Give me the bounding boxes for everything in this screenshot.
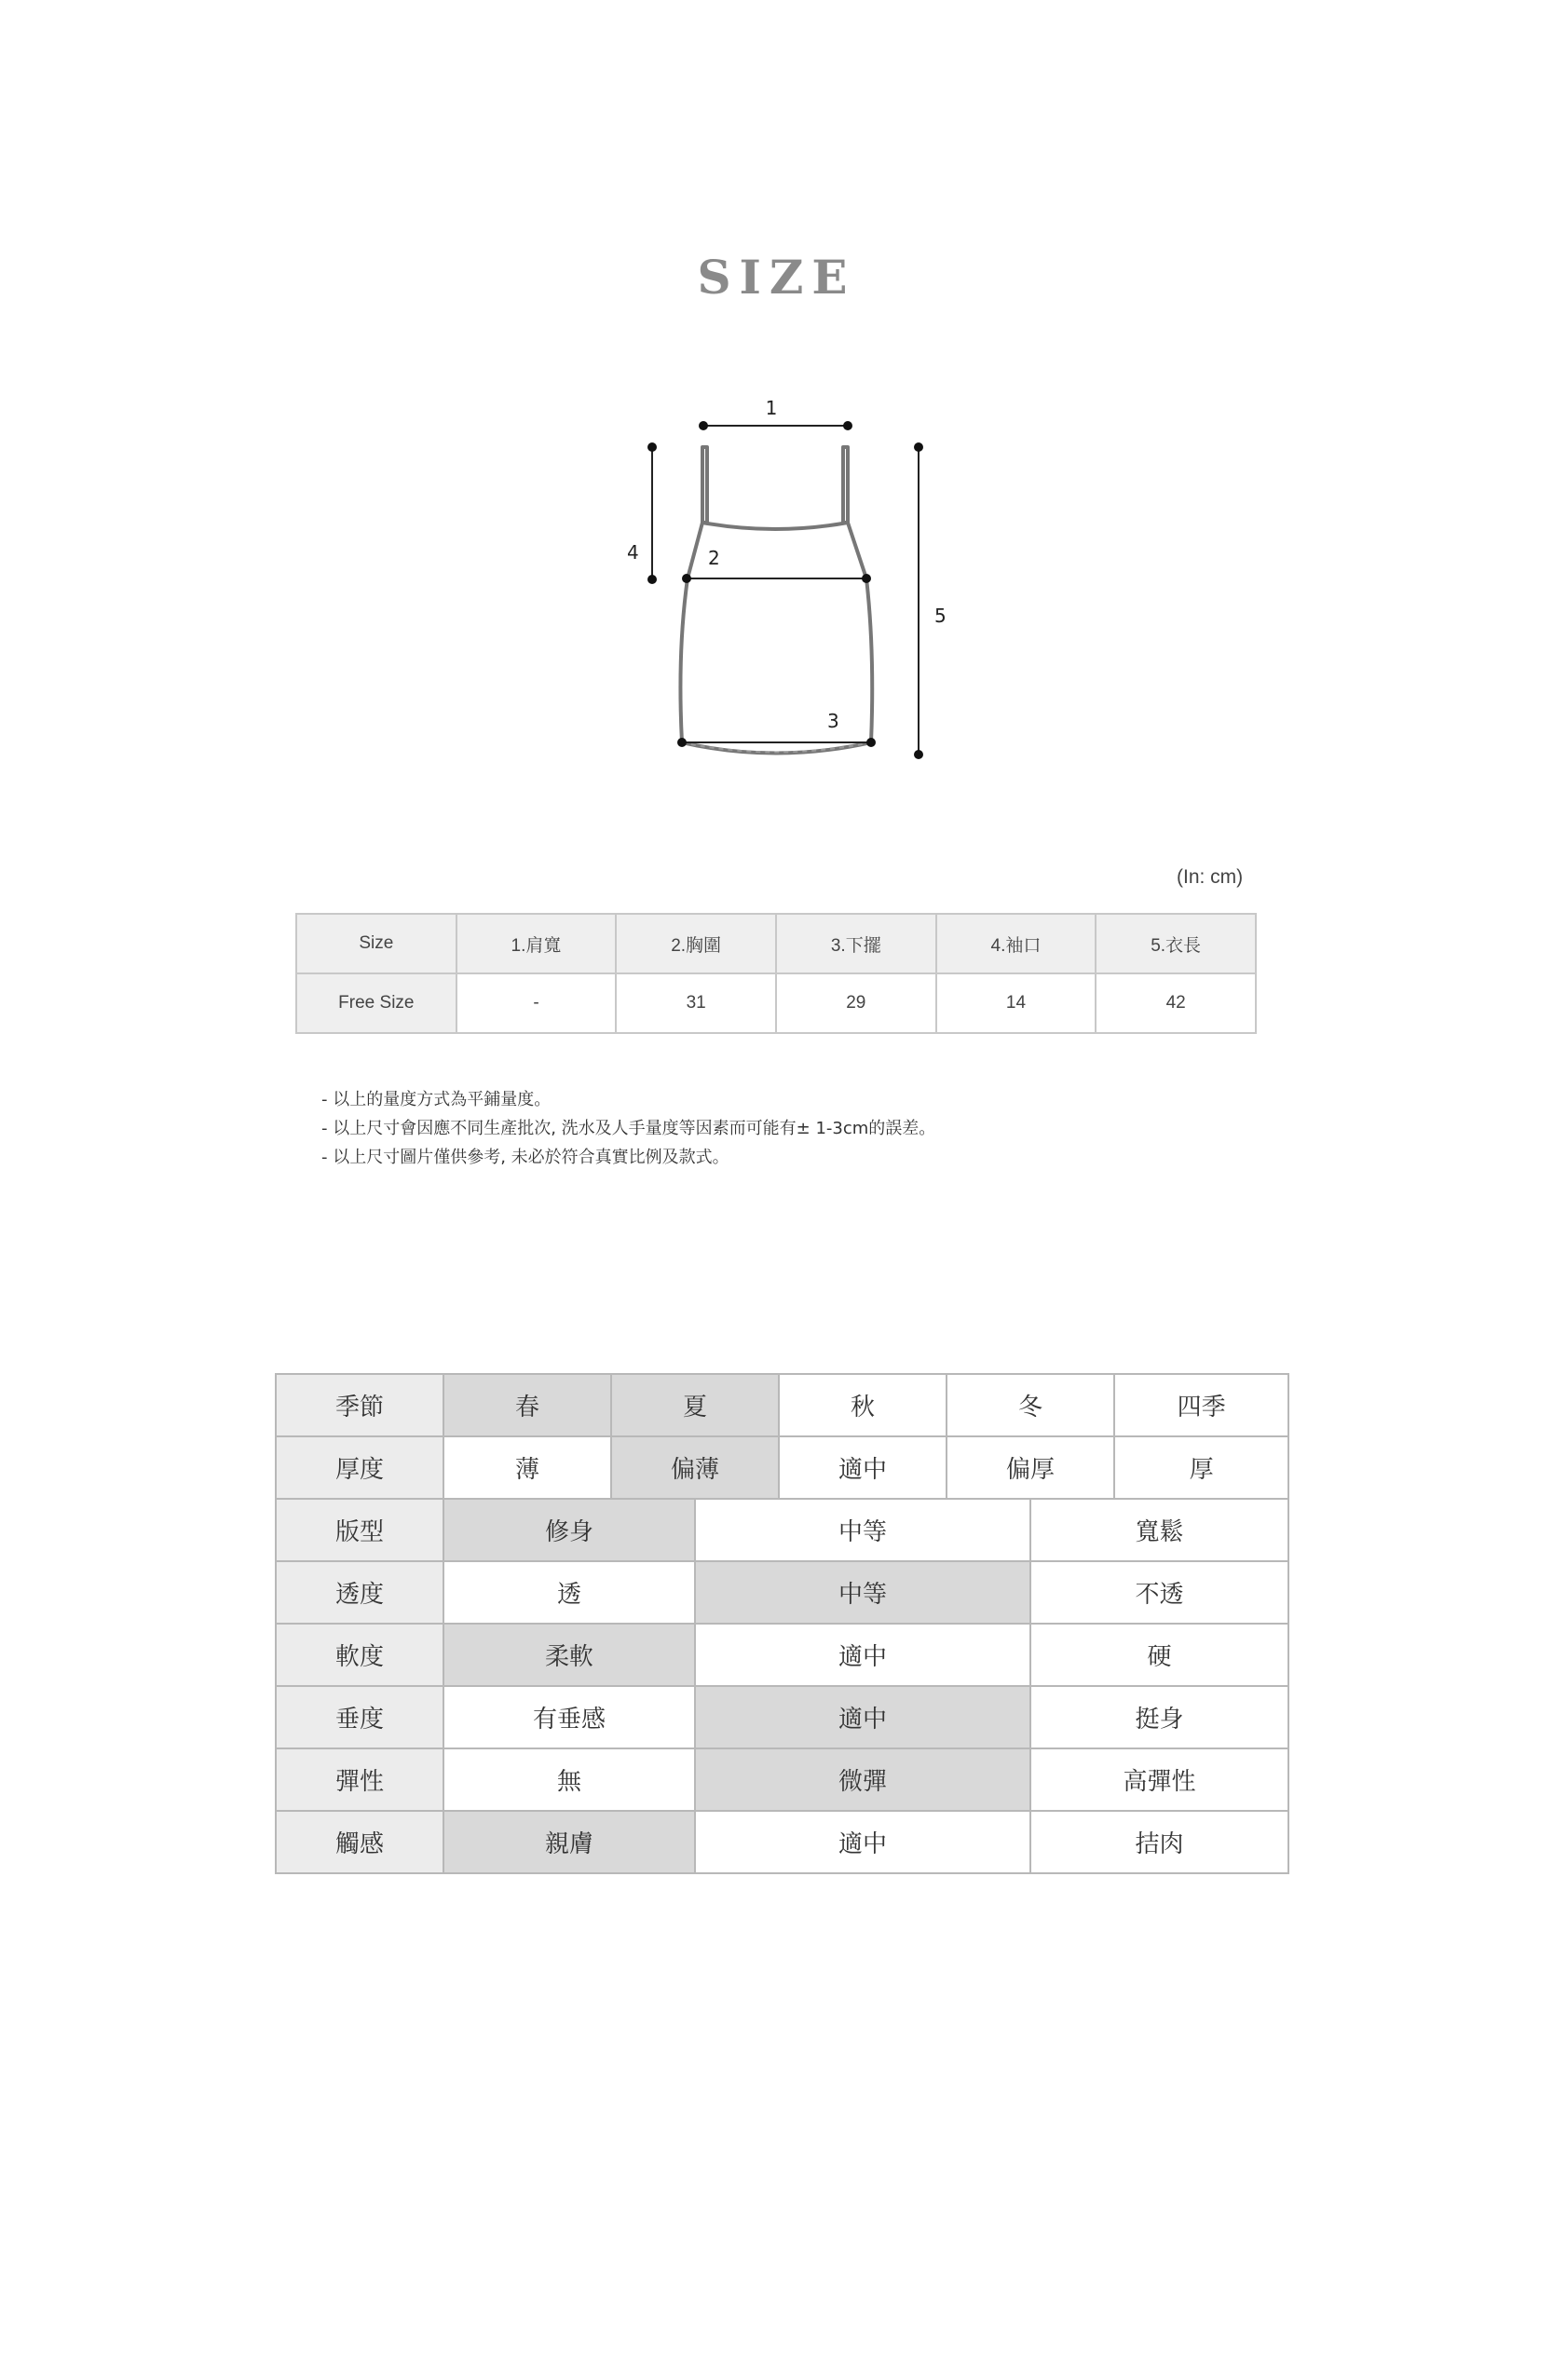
measure-dot	[862, 574, 871, 583]
attr-option: 透	[443, 1561, 695, 1624]
garment-outline	[680, 447, 872, 754]
attr-row-fit	[276, 1499, 1288, 1561]
measure-dot	[647, 575, 657, 584]
attr-option: 適中	[695, 1811, 1030, 1873]
attr-option: 偏厚	[947, 1436, 1114, 1499]
attr-option: 硬	[1030, 1624, 1288, 1686]
attr-option: 有垂感	[443, 1686, 695, 1748]
size-table-cell: -	[456, 973, 617, 1033]
measure-dot	[843, 421, 852, 430]
attr-label: 透度	[276, 1561, 443, 1624]
attr-label: 季節	[276, 1374, 443, 1436]
attr-row-season	[276, 1374, 1288, 1436]
attr-option: 挺身	[1030, 1686, 1288, 1748]
attr-option: 適中	[779, 1436, 947, 1499]
size-table-cell: 29	[776, 973, 936, 1033]
attr-option: 微彈	[695, 1748, 1030, 1811]
attr-option: 秋	[779, 1374, 947, 1436]
attr-row-elasticity	[276, 1748, 1288, 1811]
note-line: - 以上的量度方式為平鋪量度。	[321, 1090, 552, 1109]
attr-option: 冬	[947, 1374, 1114, 1436]
attr-option: 親膚	[443, 1811, 695, 1873]
attr-label: 厚度	[276, 1436, 443, 1499]
measure-label-4: 4	[627, 541, 639, 564]
measure-label-5: 5	[934, 605, 947, 627]
measure-label-3: 3	[827, 710, 839, 732]
attr-row-drape	[276, 1686, 1288, 1748]
size-table-header-cell: 1.肩寬	[456, 914, 617, 973]
attr-row-thickness	[276, 1436, 1288, 1499]
size-table-row	[296, 973, 1256, 1033]
measure-dot	[682, 574, 691, 583]
attr-label: 彈性	[276, 1748, 443, 1811]
size-table-header-cell: Size	[296, 914, 456, 973]
attr-option: 夏	[611, 1374, 779, 1436]
attr-option: 無	[443, 1748, 695, 1811]
size-table-cell: 14	[936, 973, 1097, 1033]
size-table-cell: Free Size	[296, 973, 456, 1033]
attr-option: 修身	[443, 1499, 695, 1561]
attr-option: 寬鬆	[1030, 1499, 1288, 1561]
note-line: - 以上尺寸會因應不同生產批次, 洗水及人手量度等因素而可能有± 1-3cm的誤差。	[321, 1119, 936, 1138]
attr-label: 觸感	[276, 1811, 443, 1873]
attr-option: 不透	[1030, 1561, 1288, 1624]
measure-dot	[647, 442, 657, 452]
attr-option: 柔軟	[443, 1624, 695, 1686]
measure-dot	[866, 738, 876, 747]
attr-row-softness	[276, 1624, 1288, 1686]
attr-label: 垂度	[276, 1686, 443, 1748]
measure-label-1: 1	[765, 397, 778, 419]
attr-option: 中等	[695, 1561, 1030, 1624]
attr-option: 適中	[695, 1686, 1030, 1748]
size-table-header-cell: 4.袖口	[936, 914, 1097, 973]
measure-dot	[914, 750, 923, 759]
size-table-header	[296, 914, 1256, 973]
attr-option: 拮肉	[1030, 1811, 1288, 1873]
attr-option: 薄	[443, 1436, 611, 1499]
garment-measurement-diagram	[0, 0, 1553, 838]
hem-dashed-line	[682, 742, 871, 753]
fabric-attributes-table	[275, 1373, 1289, 1874]
measure-label-2: 2	[708, 547, 720, 569]
size-table-header-cell: 3.下擺	[776, 914, 936, 973]
size-table-header-cell: 2.胸圍	[616, 914, 776, 973]
size-table-cell: 42	[1096, 973, 1256, 1033]
attr-row-touch	[276, 1811, 1288, 1873]
attr-option: 厚	[1114, 1436, 1288, 1499]
attr-option: 高彈性	[1030, 1748, 1288, 1811]
measure-dot	[699, 421, 708, 430]
attr-option: 中等	[695, 1499, 1030, 1561]
attr-option: 適中	[695, 1624, 1030, 1686]
attr-option: 四季	[1114, 1374, 1288, 1436]
measurement-notes	[321, 1085, 935, 1172]
size-table	[295, 913, 1257, 1034]
attr-option: 春	[443, 1374, 611, 1436]
size-table-header-cell: 5.衣長	[1096, 914, 1256, 973]
attr-label: 版型	[276, 1499, 443, 1561]
attr-label: 軟度	[276, 1624, 443, 1686]
size-table-cell: 31	[616, 973, 776, 1033]
measure-dot	[677, 738, 687, 747]
attr-option: 偏薄	[611, 1436, 779, 1499]
measure-dot	[914, 442, 923, 452]
attr-row-transparency	[276, 1561, 1288, 1624]
unit-label: (In: cm)	[1177, 866, 1244, 888]
note-line: - 以上尺寸圖片僅供參考, 未必於符合真實比例及款式。	[321, 1148, 729, 1167]
page-title: SIZE	[697, 250, 856, 305]
